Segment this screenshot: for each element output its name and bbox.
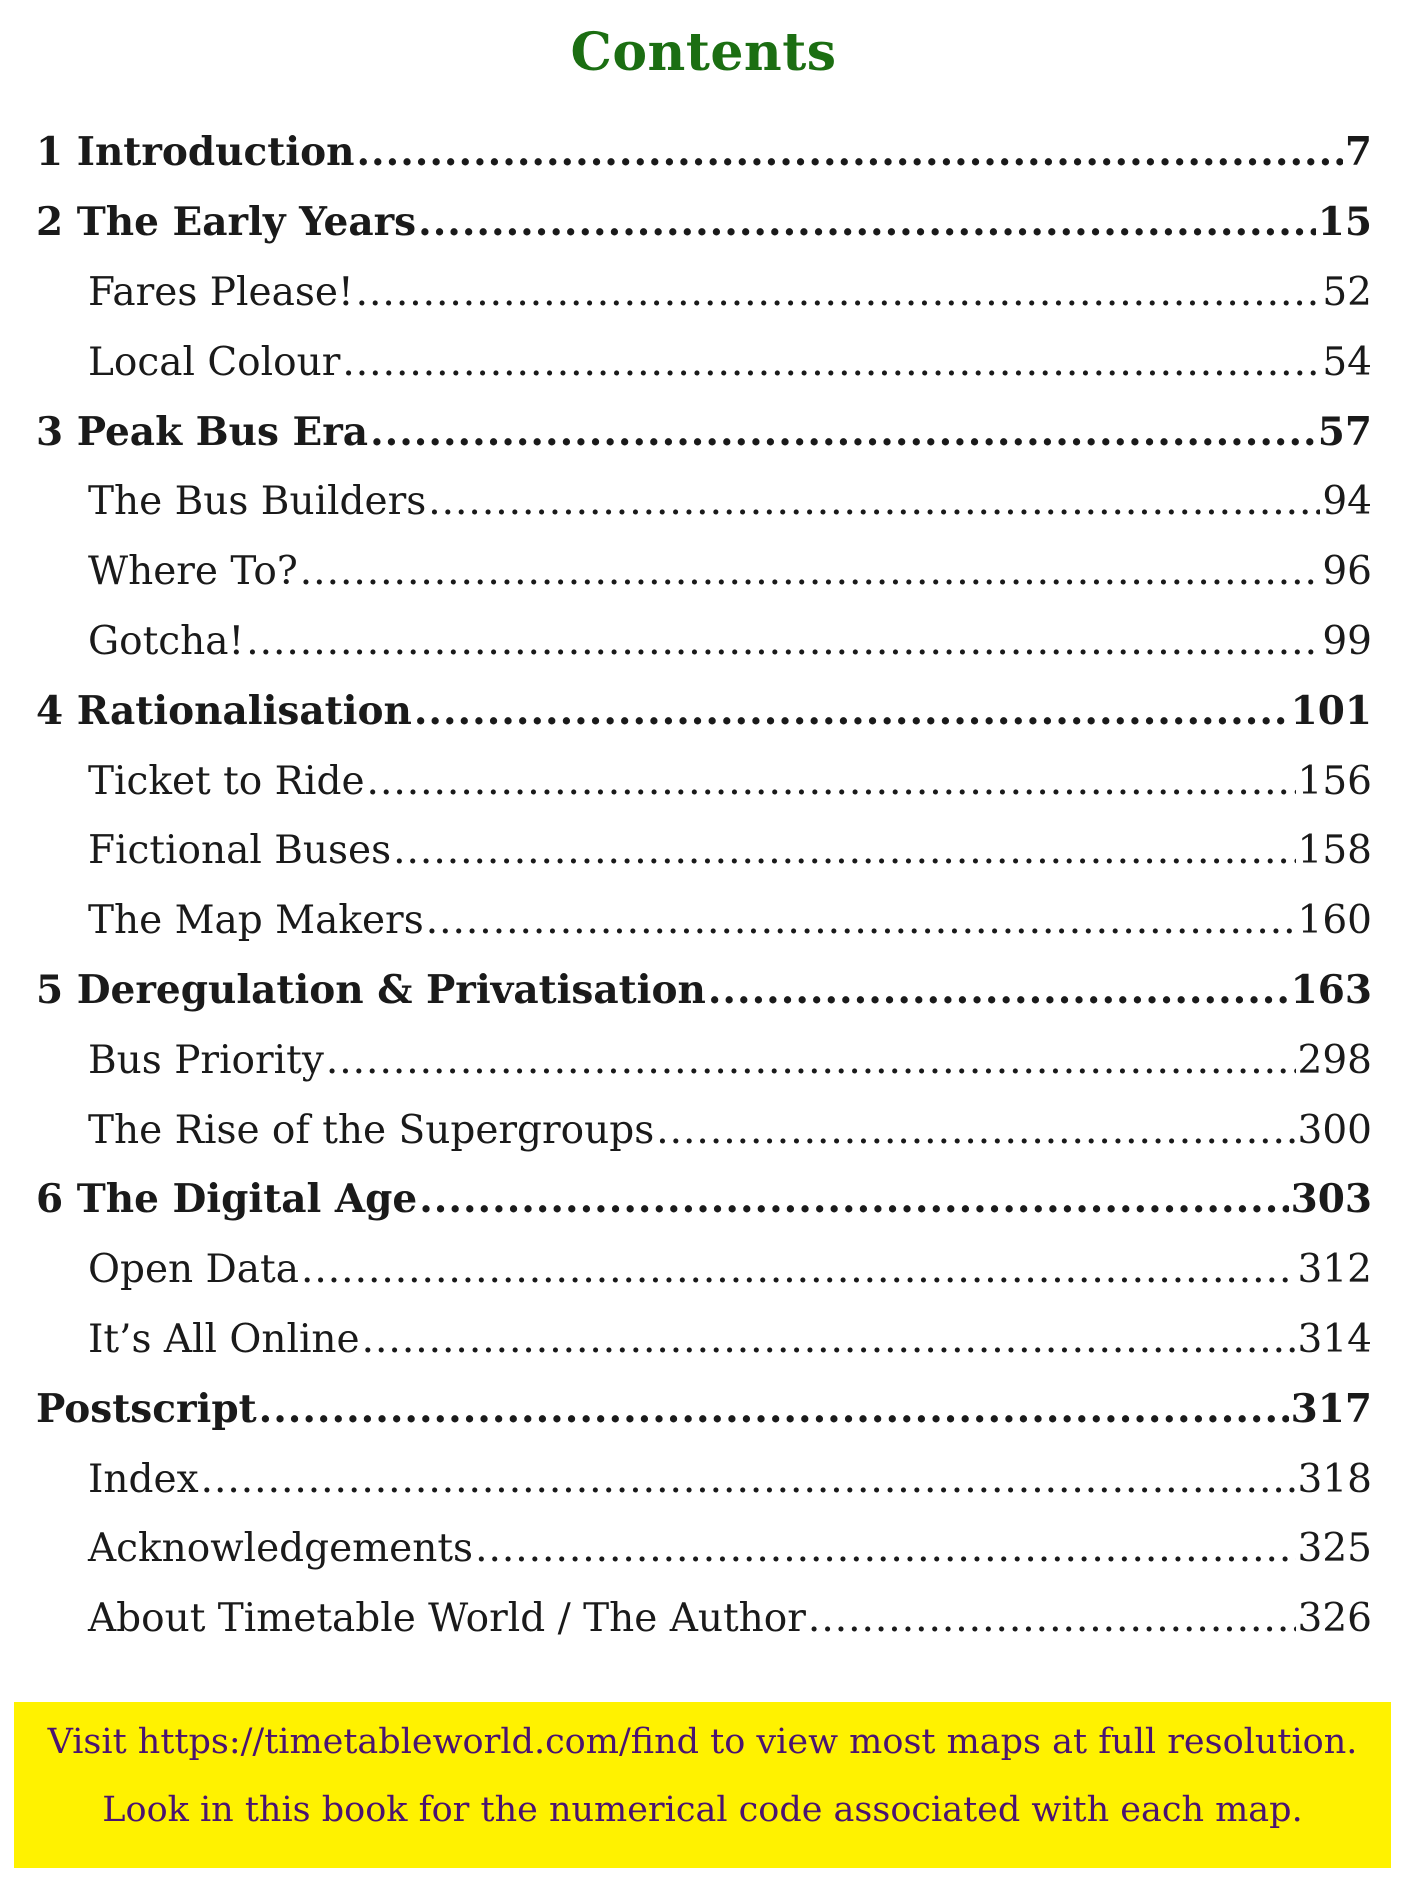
dot-leader	[246, 622, 1320, 661]
dot-leader	[259, 1390, 1289, 1429]
toc-entry-page-number: 298	[1297, 1037, 1372, 1083]
dot-leader	[419, 1180, 1288, 1219]
toc-entry-title: 5 Deregulation & Privatisation	[36, 966, 706, 1013]
toc-entry-page-number: 318	[1297, 1456, 1372, 1502]
toc-entry-title: 1 Introduction	[36, 129, 355, 176]
toc-section-entry[interactable]	[36, 1095, 1372, 1165]
banner-line-code: Look in this book for the numerical code associated with each map.	[102, 1790, 1303, 1830]
toc-entry-page-number: 317	[1290, 1385, 1372, 1432]
toc-entry-title: 2 The Early Years	[36, 199, 417, 246]
page-title: Contents	[570, 22, 837, 83]
toc-section-entry[interactable]	[36, 886, 1372, 956]
toc-entry-title: Index	[88, 1456, 199, 1502]
dot-leader	[201, 1460, 1296, 1499]
dot-leader	[342, 343, 1320, 382]
toc-section-entry[interactable]	[36, 467, 1372, 537]
toc-entry-page-number: 303	[1290, 1176, 1372, 1223]
toc-entry-page-number: 96	[1322, 549, 1372, 595]
toc-entry-page-number: 314	[1297, 1316, 1372, 1362]
dot-leader	[426, 901, 1296, 940]
dot-leader	[356, 133, 1342, 172]
toc-section-entry[interactable]	[36, 1305, 1372, 1375]
toc-entry-page-number: 300	[1297, 1107, 1372, 1153]
toc-entry-page-number: 52	[1322, 269, 1372, 315]
toc-entry-title: Fares Please!	[88, 269, 354, 315]
toc-section-entry[interactable]	[36, 1444, 1372, 1514]
toc-entry-page-number: 312	[1297, 1247, 1372, 1293]
dot-leader	[708, 971, 1289, 1010]
toc-section-entry[interactable]	[36, 1025, 1372, 1095]
dot-leader	[393, 831, 1295, 870]
dot-leader	[300, 552, 1321, 591]
toc-section-entry[interactable]	[36, 1235, 1372, 1305]
toc-section-entry[interactable]	[36, 258, 1372, 328]
toc-section-entry[interactable]	[36, 327, 1372, 397]
toc-entry-page-number: 326	[1297, 1596, 1372, 1642]
toc-entry-page-number: 15	[1317, 199, 1372, 246]
toc-entry-title: Bus Priority	[88, 1037, 324, 1083]
resolution-notice-banner	[14, 1702, 1391, 1868]
toc-entry-title: Ticket to Ride	[88, 758, 365, 804]
dot-leader	[418, 203, 1316, 242]
toc-entry-title: 4 Rationalisation	[36, 687, 412, 734]
toc-entry-title: Acknowledgements	[88, 1526, 474, 1572]
toc-entry-page-number: 325	[1297, 1526, 1372, 1572]
toc-entry-page-number: 163	[1290, 966, 1372, 1013]
toc-section-entry[interactable]	[36, 746, 1372, 816]
toc-entry-title: The Bus Builders	[88, 479, 427, 525]
dot-leader	[808, 1599, 1296, 1638]
toc-chapter-entry[interactable]	[36, 676, 1372, 746]
dot-leader	[475, 1529, 1295, 1568]
toc-entry-page-number: 54	[1322, 339, 1372, 385]
toc-entry-title: 3 Peak Bus Era	[36, 408, 369, 455]
banner-line-visit: Visit https://timetableworld.com/find to view most maps at full resolution.	[47, 1722, 1358, 1762]
toc-chapter-entry[interactable]	[36, 1374, 1372, 1444]
toc-entry-page-number: 94	[1322, 479, 1372, 525]
toc-section-entry[interactable]	[36, 537, 1372, 607]
toc-section-entry[interactable]	[36, 1514, 1372, 1584]
toc-section-entry[interactable]	[36, 816, 1372, 886]
toc-entry-page-number: 158	[1297, 828, 1372, 874]
dot-leader	[362, 1320, 1296, 1359]
toc-chapter-entry[interactable]	[36, 397, 1372, 467]
toc-entry-page-number: 101	[1290, 687, 1372, 734]
toc-entry-title: The Map Makers	[88, 898, 424, 944]
toc-chapter-entry[interactable]	[36, 1165, 1372, 1235]
toc-entry-title: It’s All Online	[88, 1316, 360, 1362]
toc-chapter-entry[interactable]	[36, 118, 1372, 188]
dot-leader	[367, 762, 1296, 801]
dot-leader	[428, 482, 1320, 521]
dot-leader	[326, 1041, 1296, 1080]
toc-entry-page-number: 160	[1297, 898, 1372, 944]
toc-entry-title: Where To?	[88, 549, 298, 595]
toc-chapter-entry[interactable]	[36, 188, 1372, 258]
toc-entry-title: Open Data	[88, 1247, 299, 1293]
toc-section-entry[interactable]	[36, 1584, 1372, 1654]
toc-entry-title: Local Colour	[88, 339, 341, 385]
toc-entry-title: Postscript	[36, 1385, 257, 1432]
toc-entry-title: 6 The Digital Age	[36, 1176, 418, 1223]
toc-entry-page-number: 99	[1322, 618, 1372, 664]
dot-leader	[356, 273, 1321, 312]
toc-entry-page-number: 7	[1344, 129, 1372, 176]
toc-section-entry[interactable]	[36, 607, 1372, 677]
toc-entry-title: Fictional Buses	[88, 828, 392, 874]
toc-chapter-entry[interactable]	[36, 956, 1372, 1026]
dot-leader	[414, 692, 1289, 731]
dot-leader	[301, 1250, 1296, 1289]
toc-entry-title: The Rise of the Supergroups	[88, 1107, 655, 1153]
dot-leader	[370, 413, 1316, 452]
toc-entry-page-number: 57	[1317, 408, 1372, 455]
dot-leader	[656, 1111, 1295, 1150]
table-of-contents	[36, 118, 1372, 1654]
toc-entry-title: About Timetable World / The Author	[88, 1596, 806, 1642]
toc-entry-page-number: 156	[1297, 758, 1372, 804]
toc-entry-title: Gotcha!	[88, 618, 245, 664]
